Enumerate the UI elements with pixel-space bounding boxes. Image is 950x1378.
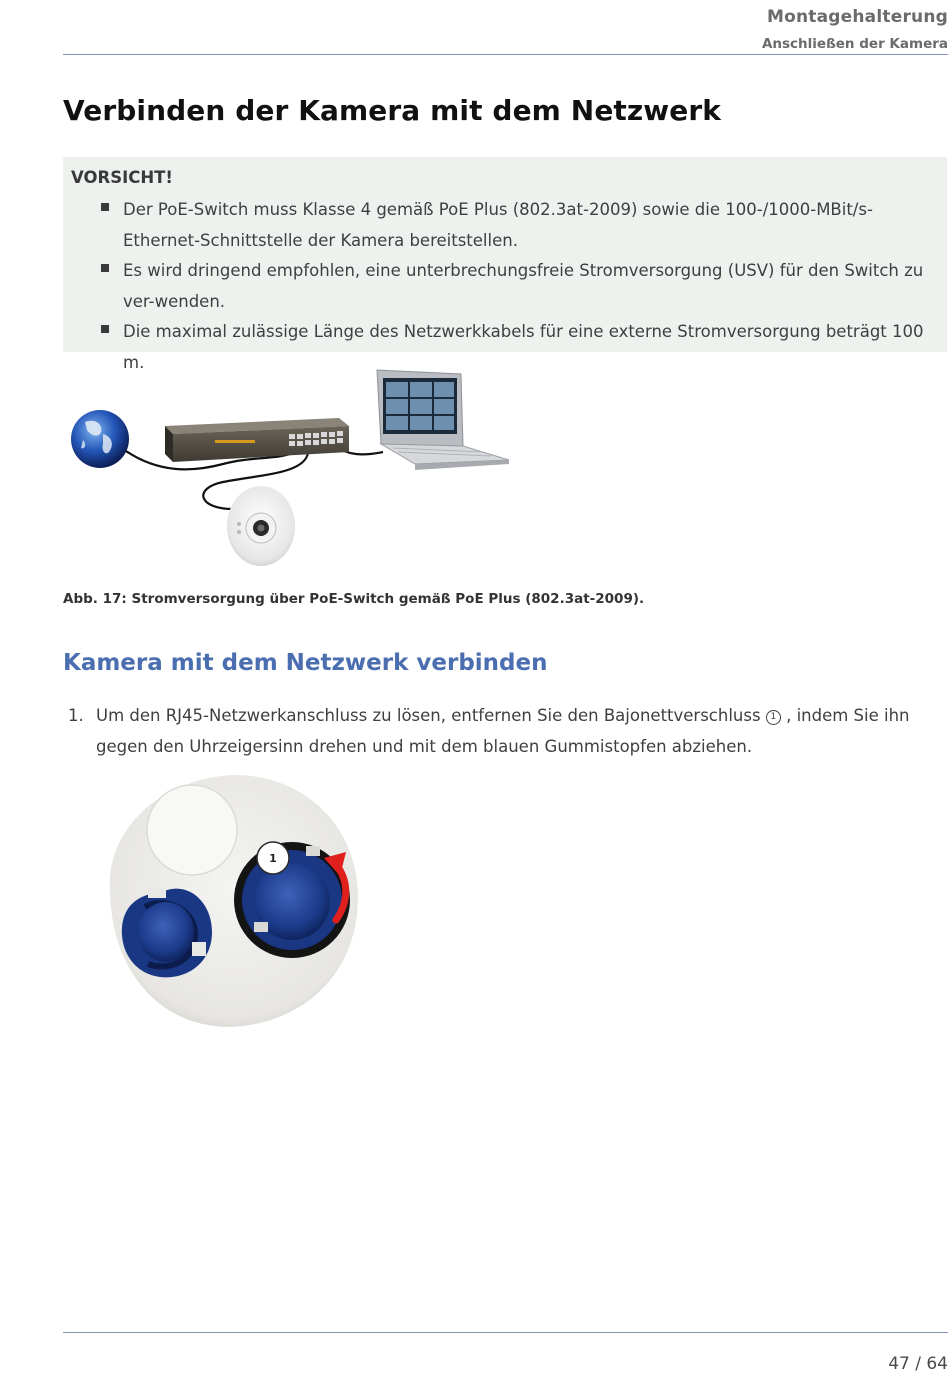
header-section-title: Anschließen der Kamera [761,36,948,52]
step-text-start: Um den RJ45-Netzwerkanschluss zu lösen, entfernen Sie den Bajonettverschluss [96,706,761,725]
bullet-square-icon [101,264,109,272]
caution-box [63,157,947,372]
callout-badge [257,842,289,874]
caution-item [63,195,947,256]
callout-badge-label: 1 [269,852,277,865]
step-text-end: , indem Sie ihn gegen den Uhrzeigersinn drehen und mit dem blauen Gummistopfen abziehen. [96,706,910,756]
figure-caption: Abb. 17: Stromversorgung über PoE-Switch gemäß PoE Plus (802.3at-2009). [63,591,645,607]
header-chapter-title: Montagehalterung [766,7,948,27]
caution-item [63,256,947,317]
bayonet-closure-photo [100,772,362,1030]
section-heading: Verbinden der Kamera mit dem Netzwerk [63,94,721,127]
caution-title: VORSICHT! [71,168,173,187]
step-number: 1. [68,706,84,725]
laptop-icon [377,370,509,470]
caution-item-text: Der PoE-Switch muss Klasse 4 gemäß PoE Plus (802.3at-2009) sowie die 100-/1000-MBit/s-Ethernet-Schnittstelle der Kamera bereitstellen. [123,200,873,250]
page-number: 47 / 64 [888,1354,948,1374]
footer-rule [63,1332,948,1333]
caution-item-text: Es wird dringend empfohlen, eine unterbrechungsfreie Stromversorgung (USV) für den Switch zu ver-wenden. [123,261,924,311]
dome-camera-icon [227,486,295,566]
bullet-square-icon [101,203,109,211]
bullet-square-icon [101,325,109,333]
poe-network-diagram [63,364,518,570]
header-rule [63,54,948,55]
globe-icon [71,410,129,468]
caution-item-text: Die maximal zulässige Länge des Netzwerkkabels für eine externe Stromversorgung beträgt 100 m. [123,322,924,372]
left-bayonet-cap [122,888,212,977]
callout-marker: 1 [766,710,781,725]
step-text [96,700,948,762]
caution-list [63,195,947,378]
subsection-heading: Kamera mit dem Netzwerk verbinden [63,650,548,676]
poe-switch-icon [165,418,349,462]
